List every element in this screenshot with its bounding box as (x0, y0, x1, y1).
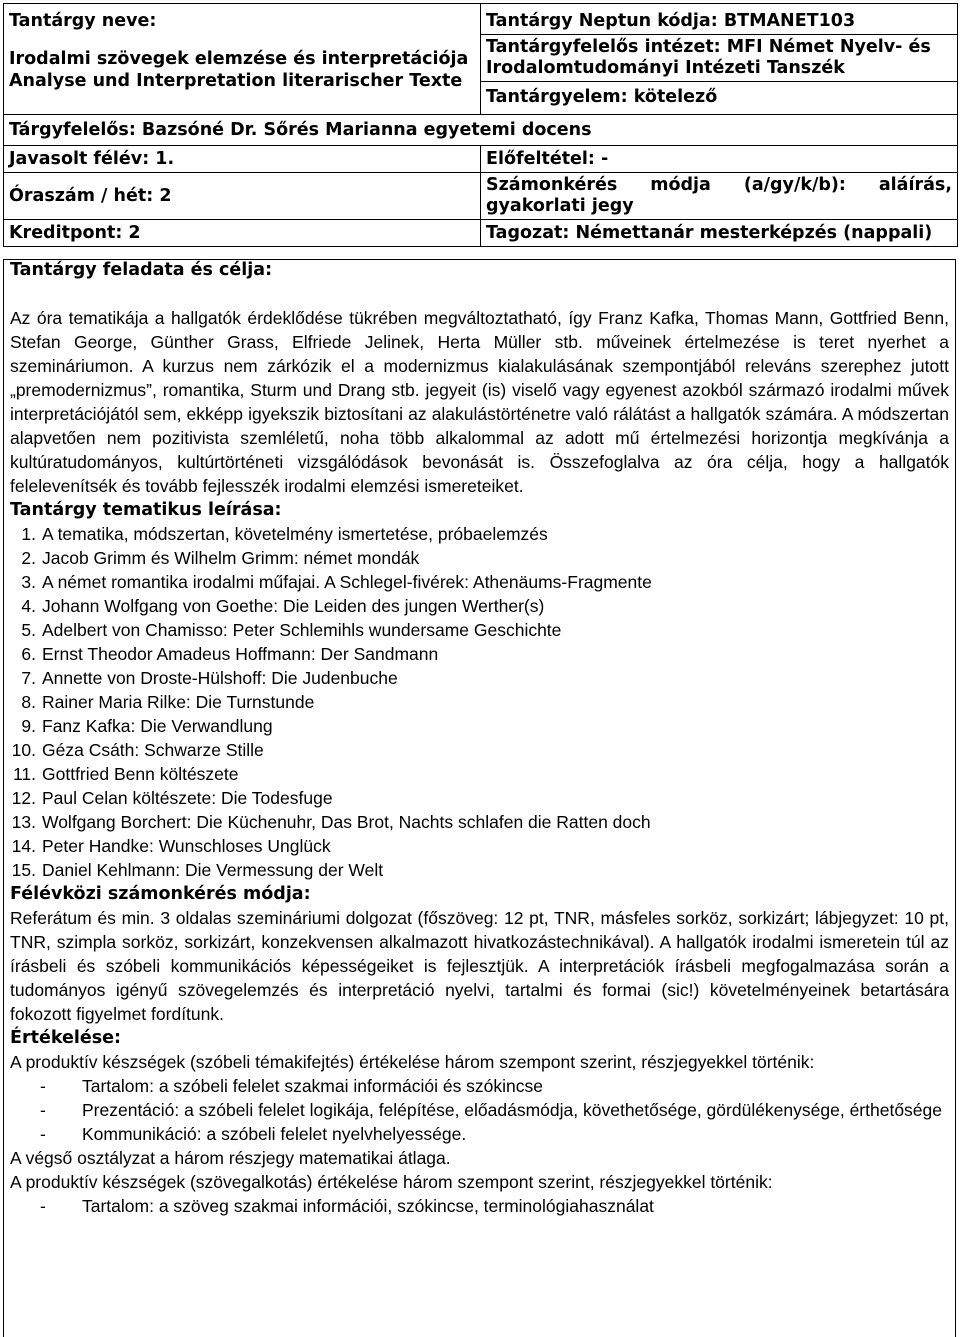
prerequisite: Előfeltétel: - (481, 146, 958, 173)
topic-item: 14. Peter Handke: Wunschloses Unglück (11, 836, 331, 856)
topic-item: 10. Géza Csáth: Schwarze Stille (11, 740, 264, 760)
responsible-institute: Tantárgyfelelős intézet: MFI Német Nyelv- és Irodalomtudományi Intézeti Tanszék (481, 34, 957, 81)
evaluation-criteria-list-written (10, 1194, 949, 1218)
weekly-hours: Óraszám / hét: 2 (4, 173, 481, 220)
topic-item: 5. Adelbert von Chamisso: Peter Schlemihls wundersame Geschichte (21, 620, 562, 640)
evaluation-final-grade: A végső osztályzat a három részjegy matematikai átlaga. (10, 1148, 451, 1168)
evaluation-criterion: - Prezentáció: a szóbeli felelet logikája, felépítése, előadásmódja, követhetősége, gördülékenysége, érthetősége (40, 1100, 943, 1120)
subject-name-hu: Irodalmi szövegek elemzése és interpretációja (9, 49, 469, 69)
topic-item: 9. Fanz Kafka: Die Verwandlung (21, 716, 273, 736)
subject-name-de: Analyse und Interpretation literarischer Texte (9, 71, 463, 91)
evaluation-criterion: - Tartalom: a szöveg szakmai információi, szókincse, terminológiahasználat (40, 1196, 654, 1216)
topic-item: 3. A német romantika irodalmi műfajai. A Schlegel-fivérek: Athenäums-Fragmente (21, 572, 652, 592)
exam-type: Számonkérés módja (a/gy/k/b): aláírás, gyakorlati jegy (481, 173, 958, 220)
recommended-semester: Javasolt félév: 1. (4, 146, 481, 173)
course-body (3, 259, 956, 1337)
topic-item: 8. Rainer Maria Rilke: Die Turnstunde (21, 692, 315, 712)
topic-item: 13. Wolfgang Borchert: Die Küchenuhr, Das Brot, Nachts schlafen die Ratten doch (11, 812, 651, 832)
responsible-person: Tárgyfelelős: Bazsóné Dr. Sőrés Marianna egyetemi docens (4, 115, 958, 146)
topic-item: 4. Johann Wolfgang von Goethe: Die Leiden des jungen Werther(s) (21, 596, 545, 616)
topic-item: 1. A tematika, módszertan, követelmény ismertetése, próbaelemzés (21, 524, 548, 544)
topic-item: 2. Jacob Grimm és Wilhelm Grimm: német mondák (21, 548, 420, 568)
topic-item: 6. Ernst Theodor Amadeus Hoffmann: Der Sandmann (21, 644, 439, 664)
topic-item: 12. Paul Celan költészete: Die Todesfuge (11, 788, 333, 808)
evaluation-criteria-list (10, 1074, 949, 1146)
neptun-code: Tantárgy Neptun kódja: BTMANET103 (486, 11, 856, 31)
midterm-text: Referátum és min. 3 oldalas szemináriumi dolgozat (főszöveg: 12 pt, TNR, másfeles sorköz, sorkizárt; lábjegyzet: 10 pt, TNR, szimpla sorköz, sorkizárt, konzekvensen alkalmazott hivatkozástechnikával). A hallgatók irodalmi ismeretein túl az írásbeli és szóbeli kommunikációs képességeiket is fejlesztjük. A interpretációk írásbeli megfogalmazása során a tudományos igényű szövegelemzés és interpretáció nyelvi, tartalmi és formai (sic!) követelményeinek betartására fokozott figyelmet fordítunk. (10, 908, 949, 1024)
course-goal-text: Az óra tematikája a hallgatók érdeklődése tükrében megváltoztatható, így Franz Kafka, Thomas Mann, Gottfried Benn, Stefan George, Günther Grass, Elfriede Jelinek, Herta Müller stb. műveinek értelmezése is teret nyerhet a szemináriumon. A kurzus nem zárkózik el a modernizmus kialakulásának szempontjából releváns szerephez jutott „premodernizmus”, romantika, Sturm und Drang stb. jegyeit (is) viselő vagy egyenest azokból származó irodalmi művek interpretációjától sem, ekképp igyekszik biztosítani az alakulástörténetre való rálátást a hallgatók számára. A módszertan alapvetően nem pozitivista szemléletű, noha több alkalommal az adott mű értelmezési horizontja megkívánja a kultúratudományos, kultúrtörténeti vizsgálódások bevonását is. Összefoglalva az óra célja, hogy a hallgatók felelevenítsék és tovább fejlesszék irodalmi elemzési ismereteiket. (10, 308, 949, 496)
subject-element: Tantárgyelem: kötelező (481, 81, 957, 111)
task-section-title: Tantárgy feladata és célja: (10, 260, 273, 280)
topic-item: 11. Gottfried Benn költészete (12, 764, 239, 784)
topic-list (10, 522, 949, 882)
midterm-section-title: Félévközi számonkérés módja: (10, 884, 311, 904)
study-program: Tagozat: Némettanár mesterképzés (nappali) (481, 220, 958, 247)
evaluation-intro-written: A produktív készségek (szövegalkotás) értékelése három szempont szerint, részjegyekkel történik: (10, 1172, 773, 1192)
evaluation-criterion: - Tartalom: a szóbeli felelet szakmai információi és szókincse (40, 1076, 544, 1096)
subject-name-cell (4, 4, 481, 115)
credit-points: Kreditpont: 2 (4, 220, 481, 247)
evaluation-section-title: Értékelése: (10, 1028, 122, 1048)
course-header-table (3, 3, 958, 247)
subject-name-label: Tantárgy neve: (9, 11, 157, 31)
topic-item: 7. Annette von Droste-Hülshoff: Die Judenbuche (21, 668, 398, 688)
subject-info-cell (481, 4, 958, 115)
course-body-content (10, 260, 949, 1218)
topics-section-title: Tantárgy tematikus leírása: (10, 500, 282, 520)
evaluation-criterion: - Kommunikáció: a szóbeli felelet nyelvhelyessége. (40, 1124, 467, 1144)
evaluation-intro: A produktív készségek (szóbeli témakifejtés) értékelése három szempont szerint, részjegyekkel történik: (10, 1052, 815, 1072)
topic-item: 15. Daniel Kehlmann: Die Vermessung der Welt (11, 860, 384, 880)
